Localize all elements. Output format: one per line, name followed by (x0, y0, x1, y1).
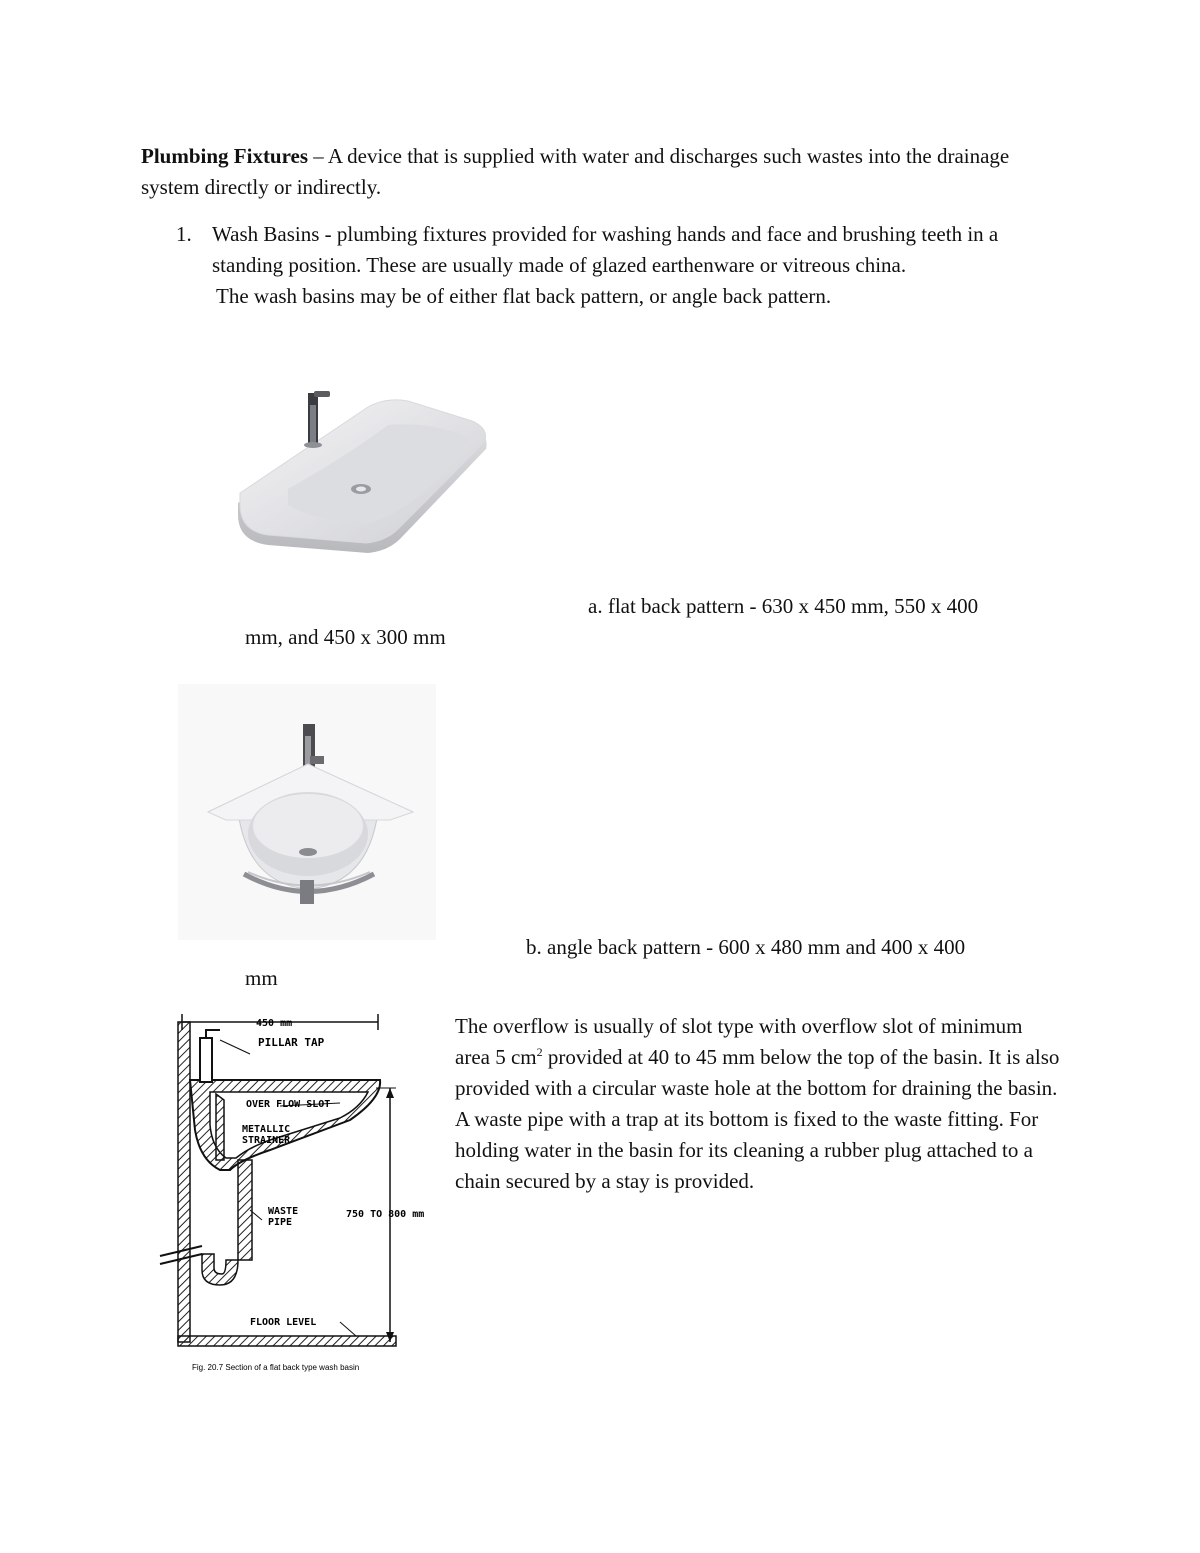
caption-a-line2: mm, and 450 x 300 mm (245, 625, 446, 649)
overflow-paragraph (455, 1011, 1060, 1197)
metallic-strainer-label-2: STRAINER (242, 1135, 291, 1146)
flat-back-basin-image (228, 385, 498, 565)
figure-caption: Fig. 20.7 Section of a flat back type wash basin (192, 1363, 360, 1372)
superscript-2: 2 (536, 1045, 543, 1059)
waste-pipe-label-2: PIPE (268, 1217, 293, 1228)
list-number: 1. (176, 222, 192, 246)
caption-b-line2: mm (245, 966, 278, 990)
pillar-tap-label: PILLAR TAP (258, 1036, 325, 1049)
overflow-text-part2: provided at 40 to 45 mm below the top of the basin. It is also provided with a circular waste hole at the bottom for draining the basin. A waste pipe with a trap at its bottom is fixed to the waste fitting. For holding water in the basin for its cleaning a rubber plug attached to a chain secured by a stay is provided. (455, 1045, 1060, 1193)
caption-b-line1: b. angle back pattern - 600 x 480 mm and 400 x 400 (526, 935, 966, 959)
width-label: 450 mm (256, 1018, 293, 1029)
angle-back-basin-image (178, 684, 436, 940)
overflow-text-part1: The overflow is usually of slot type with overflow slot of minimum area 5 cm (455, 1014, 1023, 1069)
waste-pipe-label-1: WASTE (268, 1206, 299, 1217)
list-text-continued: The wash basins may be of either flat back pattern, or angle back pattern. (216, 284, 832, 308)
list-text: Wash Basins - plumbing fixtures provided for washing hands and face and brushing teeth in a standing position. These are usually made of glazed earthenware or vitreous china. (212, 222, 999, 277)
intro-definition: – A device that is supplied with water and discharges such wastes into the drainage system directly or indirectly. (141, 144, 1010, 199)
intro-paragraph (141, 141, 1061, 203)
overflow-slot-label: OVER FLOW SLOT (246, 1099, 331, 1110)
metallic-strainer-label-1: METALLIC (242, 1124, 291, 1135)
wash-basin-section-diagram (150, 1010, 445, 1380)
caption-a-line1: a. flat back pattern - 630 x 450 mm, 550 x 400 (588, 594, 979, 618)
intro-term: Plumbing Fixtures (141, 144, 309, 168)
floor-level-label: FLOOR LEVEL (250, 1317, 317, 1328)
height-label: 750 TO 800 mm (346, 1209, 425, 1220)
